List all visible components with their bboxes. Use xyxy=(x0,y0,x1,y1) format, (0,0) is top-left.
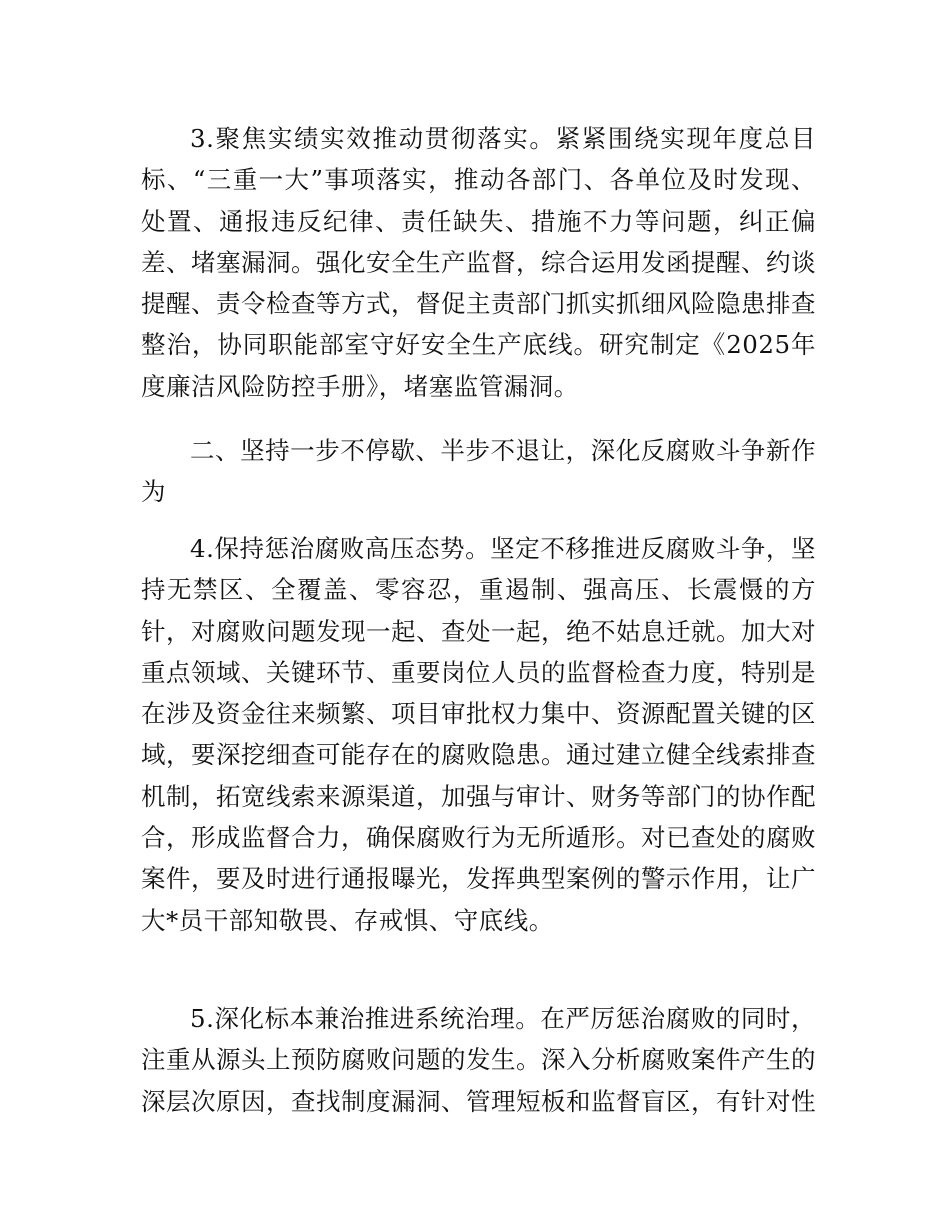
paragraph-item-4: 4.保持惩治腐败高压态势。坚定不移推进反腐败斗争，坚持无禁区、全覆盖、零容忍，重遏制、强高压、长震慑的方针，对腐败问题发现一起、查处一起，绝不姑息迁就。加大对重点领域、关键环节、重要岗位人员的监督检查力度，特别是在涉及资金往来频繁、项目审批权力集中、资源配置关键的区域，要深挖细查可能存在的腐败隐患。通过建立健全线索排查机制，拓宽线索来源渠道，加强与审计、财务等部门的协作配合，形成监督合力，确保腐败行为无所遁形。对已查处的腐败案件，要及时进行通报曝光，发挥典型案例的警示作用，让广大*员干部知敬畏、存戒惧、守底线。 xyxy=(141,534,816,935)
section-heading-2: 二、坚持一步不停歇、半步不退让，深化反腐败斗争新作为 xyxy=(141,436,816,507)
paragraph-item-3: 3.聚焦实绩实效推动贯彻落实。紧紧围绕实现年度总目标、“三重一大”事项落实，推动各部门、各单位及时发现、处置、通报违反纪律、责任缺失、措施不力等问题，纠正偏差、堵塞漏洞。强化安全生产监督，综合运用发函提醒、约谈提醒、责令检查等方式，督促主责部门抓实抓细风险隐患排查整治，协同职能部室守好安全生产底线。研究制定《2025年度廉洁风险防控手册》，堵塞监管漏洞。 xyxy=(141,124,816,401)
paragraph-item-5: 5.深化标本兼治推进系统治理。在严厉惩治腐败的同时，注重从源头上预防腐败问题的发生。深入分析腐败案件产生的深层次原因，查找制度漏洞、管理短板和监督盲区，有针对性 xyxy=(141,1004,816,1116)
